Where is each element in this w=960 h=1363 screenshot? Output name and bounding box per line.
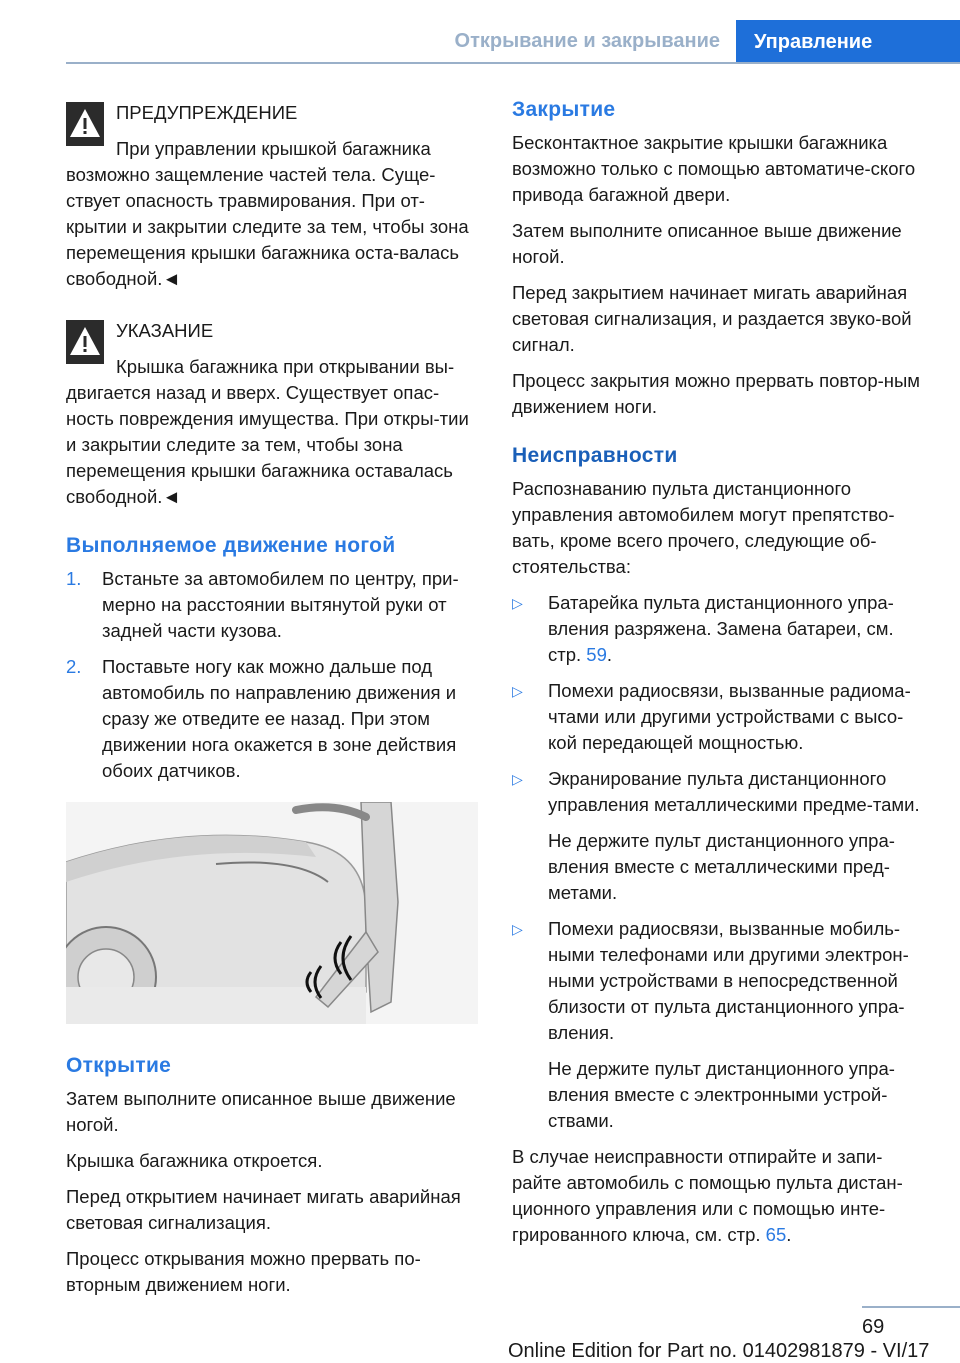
- warning-block: [66, 96, 478, 292]
- close-para: Бесконтактное закрытие крышки багажника возможно только с помощью автоматиче-ского привода багажной двери.: [512, 132, 916, 205]
- bullet-text: Помехи радиосвязи, вызванные мобиль-ными телефонами или другими электрон-ными устройствами в непосредственной близости от пульта дистанционного упра-вления.: [548, 918, 909, 1043]
- warning-title: ПРЕДУПРЕЖДЕНИЕ: [116, 102, 298, 123]
- close-para: Затем выполните описанное выше движение ногой.: [512, 220, 902, 267]
- triangle-bullet-icon: ▷: [512, 771, 523, 787]
- open-para: Затем выполните описанное выше движение ногой.: [66, 1088, 456, 1135]
- open-para: Процесс открывания можно прервать по-вторным движением ноги.: [66, 1248, 421, 1295]
- footer-rule: [862, 1306, 960, 1308]
- triangle-bullet-icon: ▷: [512, 595, 523, 611]
- close-para: Процесс закрытия можно прервать повтор-ным движением ноги.: [512, 370, 921, 417]
- notice-block: [66, 314, 478, 510]
- bullet-text: Батарейка пульта дистанционного упра-вления разряжена. Замена батареи, см. стр.: [548, 592, 894, 665]
- open-heading: Открытие: [66, 1054, 172, 1077]
- list-item: [512, 590, 930, 668]
- warning-text-first: При управлении крышкой багажника: [116, 138, 431, 159]
- bullet-subtext: Не держите пульт дистанционного упра-вления вместе с электронными устрой-ствами.: [548, 1058, 895, 1131]
- right-column: [512, 96, 930, 1258]
- steps-list: [66, 566, 478, 784]
- bullet-subtext: Не держите пульт дистанционного упра-вления вместе с металлическими пред-метами.: [548, 830, 895, 903]
- final-text: В случае неисправности отпирайте и запи-райте автомобиль с помощью пульта дистан-ционного управления или с помощью инте-грированного ключа, см. стр.: [512, 1146, 903, 1245]
- step-text: Встаньте за автомобилем по центру, при-мерно на расстоянии вытянутой руки от задней части кузова.: [102, 568, 459, 641]
- notice-icon: [66, 320, 104, 364]
- step-text: Поставьте ногу как можно дальше под автомобиль по направлению движения и сразу же отведите ее назад. При этом движении нога окажется в зоне действия обоих датчиков.: [102, 656, 457, 781]
- warning-icon: [66, 102, 104, 146]
- warning-text: возможно защемление частей тела. Суще-ствует опасность травмирования. При от-крытии и закрытии следите за тем, чтобы зона перемещения крышки багажника оста-валась свободной.◄: [66, 164, 469, 289]
- bullet-end: .: [606, 644, 613, 665]
- open-para: Перед открытием начинает мигать аварийная световая сигнализация.: [66, 1186, 461, 1233]
- list-item: [66, 654, 478, 784]
- faults-list: [512, 590, 930, 818]
- list-item: [512, 916, 930, 1046]
- header-chapter-tab: Управление: [736, 20, 960, 64]
- faults-heading: Неисправности: [512, 444, 678, 467]
- list-item: [512, 766, 930, 818]
- online-edition-note: Online Edition for Part no. 01402981879 - VI/17: [508, 1340, 930, 1362]
- page-link[interactable]: 65: [765, 1224, 787, 1245]
- triangle-bullet-icon: ▷: [512, 921, 523, 937]
- faults-list-cont: [512, 916, 930, 1046]
- notice-text-first: Крышка багажника при открывании вы-: [116, 356, 455, 377]
- left-column: [66, 96, 478, 1308]
- faults-intro: Распознаванию пульта дистанционного управления автомобилем могут препятство-вать, кроме всего прочего, следующие об-стоятельства:: [512, 478, 895, 577]
- final-end: .: [786, 1224, 792, 1245]
- triangle-bullet-icon: ▷: [512, 683, 523, 699]
- close-heading: Закрытие: [512, 98, 616, 121]
- step-number: 1.: [66, 568, 82, 589]
- bullet-text: Помехи радиосвязи, вызванные радиома-чтами или другими устройствами с высо-кой передающей мощностью.: [548, 680, 911, 753]
- page-link[interactable]: 59: [586, 644, 607, 665]
- notice-title: УКАЗАНИЕ: [116, 320, 214, 341]
- list-item: [66, 566, 478, 644]
- header-rule: [66, 62, 960, 64]
- step-number: 2.: [66, 656, 82, 677]
- list-item: [512, 678, 930, 756]
- kick-heading: Выполняемое движение ногой: [66, 534, 396, 557]
- close-para: Перед закрытием начинает мигать аварийная световая сигнализация, и раздается звуко-вой сигнал.: [512, 282, 912, 355]
- final-para: [512, 1144, 930, 1248]
- kick-sensor-illustration: [66, 802, 478, 1024]
- bullet-text: Экранирование пульта дистанционного управления металлическими предме-тами.: [548, 768, 920, 815]
- header-section-title: Открывание и закрывание: [454, 30, 720, 52]
- notice-text: двигается назад и вверх. Существует опас-ность повреждения имущества. При откры-тии и закрытии следите за тем, чтобы зона перемещения крышки багажника оставалась свободной.◄: [66, 382, 469, 507]
- open-para: Крышка багажника откроется.: [66, 1150, 323, 1171]
- page-number: 69: [862, 1316, 885, 1338]
